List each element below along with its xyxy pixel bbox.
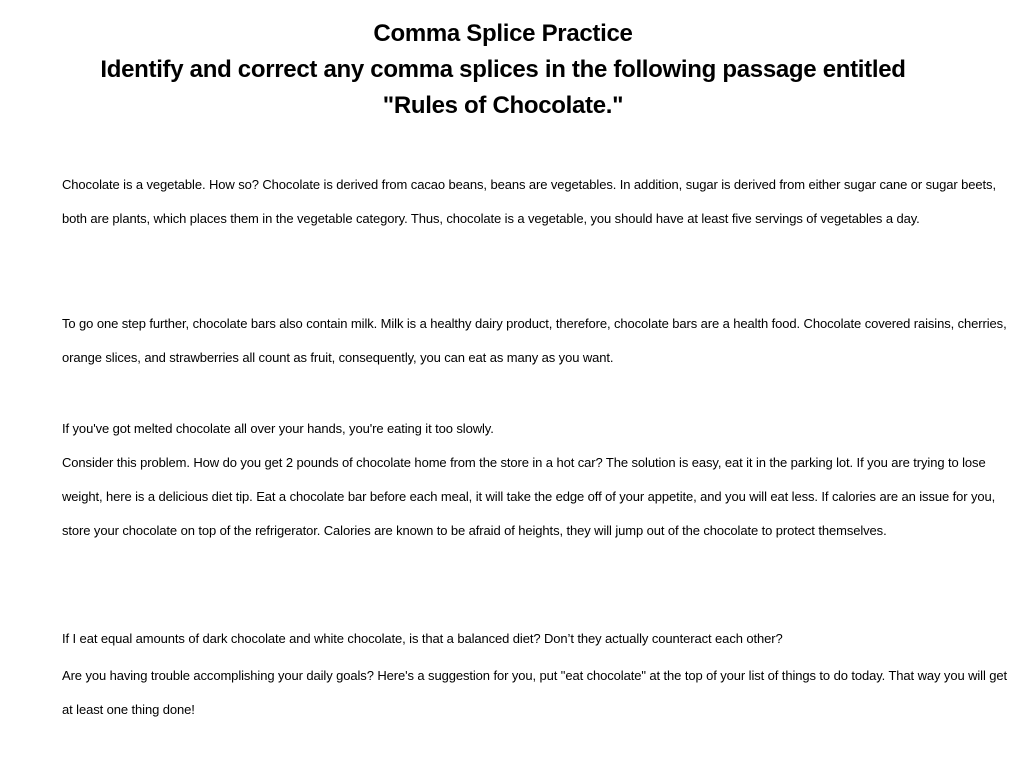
paragraph-melted-chocolate: If you've got melted chocolate all over your hands, you're eating it too slowly. [62, 421, 494, 436]
paragraph-vegetable: Chocolate is a vegetable. How so? Chocolate is derived from cacao beans, beans are vegetables. In addition, sugar is derived from either sugar cane or sugar beets, both are plants, which places them in the vegetable category. Thus, chocolate is a vegetable, you should have at least five servings of vegetables a day. [62, 177, 996, 226]
title-heading: Comma Splice Practice [373, 20, 633, 47]
title-passage-name: "Rules of Chocolate." [382, 92, 624, 119]
paragraph-balanced-diet: If I eat equal amounts of dark chocolate and white chocolate, is that a balanced diet? Don’t they actually counteract each other? [62, 631, 783, 646]
paragraph-hot-car-problem: Consider this problem. How do you get 2 pounds of chocolate home from the store in a hot car? The solution is easy, eat it in the parking lot. If you are trying to lose weight, here is a delicious diet tip. Eat a chocolate bar before each meal, it will take the edge off of your appetite, and you will eat less. If calories are an issue for you, store your chocolate on top of the refrigerator. Calories are known to be afraid of heights, they will jump out of the chocolate to protect themselves. [62, 455, 996, 538]
paragraph-daily-goals: Are you having trouble accomplishing your daily goals? Here's a suggestion for you, put "eat chocolate" at the top of your list of things to do today. That way you will get at least one thing done! [62, 668, 1008, 717]
page-title [40, 16, 966, 124]
title-instruction: Identify and correct any comma splices in the following passage entitled [100, 56, 906, 83]
paragraph-health-food: To go one step further, chocolate bars also contain milk. Milk is a healthy dairy product, therefore, chocolate bars are a health food. Chocolate covered raisins, cherries, orange slices, and strawberries all count as fruit, consequently, you can eat as many as you want. [62, 316, 1007, 365]
